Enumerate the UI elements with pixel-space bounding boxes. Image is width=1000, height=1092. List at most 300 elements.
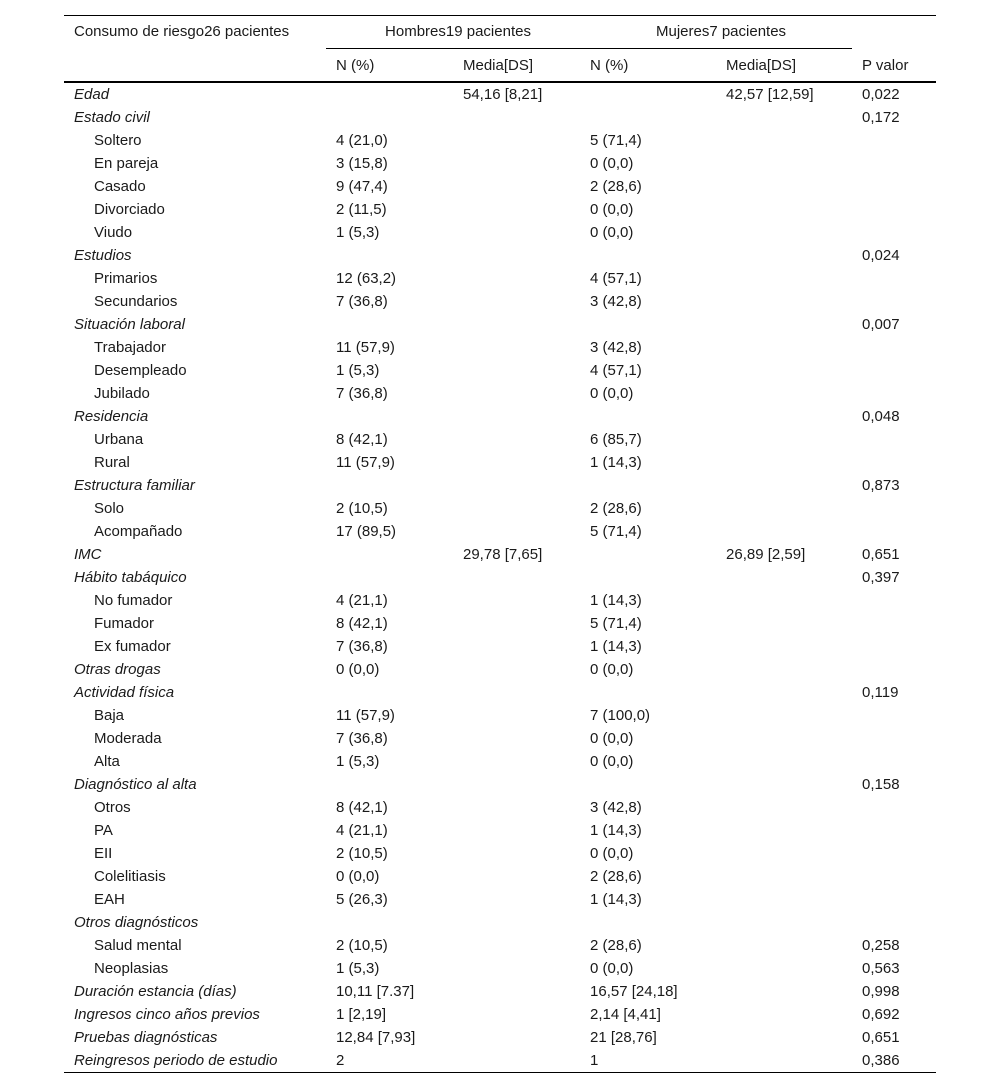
women-mean bbox=[716, 359, 852, 382]
table-row bbox=[64, 152, 936, 175]
men-mean bbox=[453, 198, 580, 221]
p-value: 0,258 bbox=[862, 936, 900, 954]
row-label: Baja bbox=[94, 706, 125, 724]
women-mean bbox=[716, 474, 852, 497]
row-label: No fumador bbox=[94, 591, 173, 609]
women-mean bbox=[716, 865, 852, 888]
p-value: 0,873 bbox=[862, 476, 900, 494]
row-label: Otros bbox=[94, 798, 131, 816]
row-label: Hábito tabáquico bbox=[74, 568, 187, 586]
men-mean bbox=[453, 382, 580, 405]
table-header bbox=[64, 16, 936, 82]
p-value: 0,119 bbox=[862, 683, 899, 701]
row-label: Soltero bbox=[94, 131, 142, 149]
men-mean bbox=[453, 520, 580, 543]
table-row bbox=[64, 1049, 936, 1073]
men-n-pct: 8 (42,1) bbox=[336, 798, 388, 816]
table-row bbox=[64, 750, 936, 773]
men-mean bbox=[453, 221, 580, 244]
men-n-pct: 2 (11,5) bbox=[336, 200, 387, 218]
row-label: Urbana bbox=[94, 430, 144, 448]
table-row bbox=[64, 819, 936, 842]
men-n-pct: 4 (21,0) bbox=[336, 131, 388, 149]
header-empty bbox=[852, 16, 936, 49]
men-mean bbox=[453, 704, 580, 727]
men-n-pct: 2 (10,5) bbox=[336, 936, 388, 954]
men-n-pct: 8 (42,1) bbox=[336, 614, 388, 632]
women-n-pct: 0 (0,0) bbox=[590, 729, 634, 747]
row-label: Residencia bbox=[74, 407, 149, 425]
women-n-pct: 1 (14,3) bbox=[590, 591, 642, 609]
men-n-pct: 2 (10,5) bbox=[336, 499, 388, 517]
men-mean: 29,78 [7,65] bbox=[463, 545, 543, 563]
men-mean bbox=[453, 129, 580, 152]
row-label: Edad bbox=[74, 85, 110, 103]
p-value: 0,172 bbox=[862, 108, 900, 126]
row-label: IMC bbox=[74, 545, 102, 563]
women-mean bbox=[716, 750, 852, 773]
women-mean bbox=[716, 152, 852, 175]
men-mean bbox=[453, 911, 580, 934]
women-mean bbox=[716, 635, 852, 658]
row-label: Estado civil bbox=[74, 108, 150, 126]
table-row bbox=[64, 704, 936, 727]
p-value: 0,651 bbox=[862, 1028, 900, 1046]
women-n-pct: 1 (14,3) bbox=[590, 890, 642, 908]
p-value bbox=[852, 612, 936, 635]
table-row bbox=[64, 290, 936, 313]
p-value bbox=[852, 796, 936, 819]
men-n-pct: 0 (0,0) bbox=[336, 867, 380, 885]
row-label: EII bbox=[94, 844, 113, 862]
p-value bbox=[852, 267, 936, 290]
table-row bbox=[64, 635, 936, 658]
women-mean bbox=[716, 267, 852, 290]
data-table-container bbox=[64, 15, 936, 1073]
men-n-pct: 12 (63,2) bbox=[336, 269, 397, 287]
women-mean bbox=[716, 819, 852, 842]
men-mean bbox=[453, 175, 580, 198]
men-n-pct: 9 (47,4) bbox=[336, 177, 388, 195]
table-row bbox=[64, 82, 936, 106]
men-n-pct: 1 [2,19] bbox=[336, 1005, 387, 1023]
row-label: Actividad física bbox=[74, 683, 175, 701]
row-label: Ex fumador bbox=[94, 637, 171, 655]
women-n-pct bbox=[580, 681, 716, 704]
women-mean bbox=[716, 405, 852, 428]
row-label: Casado bbox=[94, 177, 146, 195]
table-row bbox=[64, 543, 936, 566]
women-n-pct bbox=[580, 106, 716, 129]
table-row bbox=[64, 313, 936, 336]
women-mean bbox=[716, 957, 852, 980]
women-mean bbox=[716, 612, 852, 635]
men-mean bbox=[453, 405, 580, 428]
table-row bbox=[64, 865, 936, 888]
p-value bbox=[852, 497, 936, 520]
table-row bbox=[64, 267, 936, 290]
men-mean bbox=[453, 290, 580, 313]
p-value bbox=[852, 336, 936, 359]
table-row bbox=[64, 934, 936, 957]
table-row bbox=[64, 244, 936, 267]
women-n-pct bbox=[580, 773, 716, 796]
row-label: Desempleado bbox=[94, 361, 187, 379]
men-mean bbox=[453, 750, 580, 773]
row-label: En pareja bbox=[94, 154, 159, 172]
header-n-pct-men: N (%) bbox=[326, 49, 453, 82]
row-label: Neoplasias bbox=[94, 959, 169, 977]
row-label: Otras drogas bbox=[74, 660, 161, 678]
p-value: 0,022 bbox=[862, 85, 900, 103]
header-mean-men: Media[DS] bbox=[453, 49, 580, 82]
table-row bbox=[64, 428, 936, 451]
table-row bbox=[64, 796, 936, 819]
row-label: Jubilado bbox=[94, 384, 150, 402]
women-n-pct: 5 (71,4) bbox=[590, 614, 642, 632]
p-value: 0,397 bbox=[862, 568, 900, 586]
women-n-pct bbox=[580, 543, 716, 566]
header-group-women: Mujeres7 pacientes bbox=[580, 16, 852, 49]
men-mean bbox=[453, 244, 580, 267]
men-n-pct: 4 (21,1) bbox=[336, 821, 388, 839]
men-n-pct bbox=[326, 681, 453, 704]
row-label: Estudios bbox=[74, 246, 132, 264]
women-mean bbox=[716, 681, 852, 704]
table-row bbox=[64, 1026, 936, 1049]
table-row bbox=[64, 198, 936, 221]
p-value bbox=[852, 359, 936, 382]
table-body bbox=[64, 82, 936, 1073]
women-n-pct: 0 (0,0) bbox=[590, 223, 634, 241]
p-value bbox=[852, 658, 936, 681]
men-n-pct: 12,84 [7,93] bbox=[336, 1028, 416, 1046]
men-mean bbox=[453, 428, 580, 451]
p-value: 0,692 bbox=[862, 1005, 900, 1023]
women-mean bbox=[716, 704, 852, 727]
table-row bbox=[64, 842, 936, 865]
men-n-pct: 1 (5,3) bbox=[336, 752, 380, 770]
men-n-pct: 4 (21,1) bbox=[336, 591, 388, 609]
row-label: Divorciado bbox=[94, 200, 165, 218]
men-mean bbox=[453, 842, 580, 865]
women-mean bbox=[716, 175, 852, 198]
men-n-pct bbox=[326, 313, 453, 336]
men-mean bbox=[453, 957, 580, 980]
women-n-pct: 5 (71,4) bbox=[590, 522, 642, 540]
women-n-pct: 1 bbox=[580, 1049, 716, 1073]
men-mean: 54,16 [8,21] bbox=[463, 85, 543, 103]
men-mean bbox=[453, 796, 580, 819]
women-n-pct: 4 (57,1) bbox=[590, 269, 642, 287]
row-label: Solo bbox=[94, 499, 125, 517]
row-label: Pruebas diagnósticas bbox=[74, 1028, 218, 1046]
p-value: 0,007 bbox=[862, 315, 900, 333]
men-mean bbox=[453, 865, 580, 888]
row-label: Alta bbox=[94, 752, 120, 770]
women-n-pct bbox=[580, 405, 716, 428]
p-value bbox=[852, 290, 936, 313]
table-row bbox=[64, 612, 936, 635]
p-value bbox=[852, 704, 936, 727]
women-n-pct bbox=[580, 911, 716, 934]
row-label: Acompañado bbox=[94, 522, 183, 540]
men-mean bbox=[453, 313, 580, 336]
table-row bbox=[64, 382, 936, 405]
women-mean bbox=[716, 911, 852, 934]
men-mean bbox=[453, 1003, 580, 1026]
p-value: 0,048 bbox=[862, 407, 900, 425]
p-value bbox=[852, 819, 936, 842]
women-n-pct: 3 (42,8) bbox=[590, 798, 642, 816]
p-value: 0,024 bbox=[862, 246, 900, 264]
women-mean bbox=[716, 1049, 852, 1073]
row-label: Otros diagnósticos bbox=[74, 913, 199, 931]
men-n-pct: 7 (36,8) bbox=[336, 637, 388, 655]
women-mean bbox=[716, 129, 852, 152]
men-mean bbox=[453, 267, 580, 290]
men-n-pct: 2 bbox=[326, 1049, 453, 1073]
p-value bbox=[852, 382, 936, 405]
women-n-pct: 0 (0,0) bbox=[590, 154, 634, 172]
men-n-pct bbox=[326, 244, 453, 267]
women-n-pct: 1 (14,3) bbox=[590, 453, 642, 471]
men-n-pct: 0 (0,0) bbox=[336, 660, 380, 678]
p-value bbox=[852, 129, 936, 152]
men-n-pct: 11 (57,9) bbox=[336, 338, 395, 356]
p-value bbox=[852, 911, 936, 934]
men-n-pct bbox=[326, 106, 453, 129]
women-mean bbox=[716, 382, 852, 405]
women-n-pct: 0 (0,0) bbox=[590, 844, 634, 862]
men-n-pct: 5 (26,3) bbox=[336, 890, 388, 908]
women-n-pct bbox=[580, 313, 716, 336]
table-row bbox=[64, 911, 936, 934]
women-mean bbox=[716, 566, 852, 589]
table-row bbox=[64, 888, 936, 911]
women-n-pct bbox=[580, 566, 716, 589]
women-mean bbox=[716, 934, 852, 957]
row-label: Salud mental bbox=[94, 936, 182, 954]
header-p-value: P valor bbox=[852, 49, 936, 82]
row-label: Primarios bbox=[94, 269, 158, 287]
row-label: Colelitiasis bbox=[94, 867, 166, 885]
women-n-pct: 1 (14,3) bbox=[590, 821, 642, 839]
women-mean bbox=[716, 796, 852, 819]
women-n-pct bbox=[580, 244, 716, 267]
men-n-pct: 7 (36,8) bbox=[336, 729, 388, 747]
women-mean: 26,89 [2,59] bbox=[726, 545, 806, 563]
p-value bbox=[852, 635, 936, 658]
table-row bbox=[64, 474, 936, 497]
row-label: Secundarios bbox=[94, 292, 178, 310]
row-label: PA bbox=[94, 821, 113, 839]
table-row bbox=[64, 221, 936, 244]
table-row bbox=[64, 175, 936, 198]
men-n-pct bbox=[326, 82, 453, 106]
men-mean bbox=[453, 635, 580, 658]
men-mean bbox=[453, 819, 580, 842]
women-mean bbox=[716, 589, 852, 612]
women-n-pct bbox=[580, 82, 716, 106]
row-label: Ingresos cinco años previos bbox=[74, 1005, 260, 1023]
men-n-pct bbox=[326, 474, 453, 497]
table-row bbox=[64, 773, 936, 796]
table-row bbox=[64, 520, 936, 543]
women-n-pct: 2 (28,6) bbox=[590, 499, 642, 517]
table-row bbox=[64, 336, 936, 359]
women-mean bbox=[716, 497, 852, 520]
women-n-pct: 7 (100,0) bbox=[590, 706, 651, 724]
row-label: Rural bbox=[94, 453, 130, 471]
table-row bbox=[64, 1003, 936, 1026]
women-mean bbox=[716, 658, 852, 681]
table-row bbox=[64, 589, 936, 612]
men-mean bbox=[453, 359, 580, 382]
men-mean bbox=[453, 658, 580, 681]
p-value bbox=[852, 198, 936, 221]
women-n-pct: 2,14 [4,41] bbox=[590, 1005, 661, 1023]
women-mean bbox=[716, 198, 852, 221]
men-mean bbox=[453, 934, 580, 957]
men-mean bbox=[453, 727, 580, 750]
p-value: 0,386 bbox=[852, 1049, 936, 1073]
table-row bbox=[64, 681, 936, 704]
men-mean bbox=[453, 1026, 580, 1049]
women-n-pct: 5 (71,4) bbox=[590, 131, 642, 149]
table-row bbox=[64, 727, 936, 750]
women-mean bbox=[716, 428, 852, 451]
women-n-pct: 6 (85,7) bbox=[590, 430, 642, 448]
women-mean bbox=[716, 888, 852, 911]
p-value bbox=[852, 865, 936, 888]
p-value bbox=[852, 727, 936, 750]
men-mean bbox=[453, 589, 580, 612]
women-mean bbox=[716, 313, 852, 336]
women-mean bbox=[716, 727, 852, 750]
men-n-pct bbox=[326, 405, 453, 428]
women-mean bbox=[716, 842, 852, 865]
header-spacer bbox=[64, 49, 326, 82]
men-n-pct: 8 (42,1) bbox=[336, 430, 388, 448]
women-n-pct: 4 (57,1) bbox=[590, 361, 642, 379]
men-mean bbox=[453, 451, 580, 474]
p-value bbox=[852, 520, 936, 543]
men-n-pct bbox=[326, 773, 453, 796]
table-row bbox=[64, 129, 936, 152]
women-mean bbox=[716, 1026, 852, 1049]
men-n-pct bbox=[326, 543, 453, 566]
p-value bbox=[852, 750, 936, 773]
row-label: Trabajador bbox=[94, 338, 166, 356]
men-n-pct: 7 (36,8) bbox=[336, 384, 388, 402]
p-value bbox=[852, 152, 936, 175]
women-n-pct: 0 (0,0) bbox=[590, 752, 634, 770]
men-n-pct: 1 (5,3) bbox=[336, 361, 380, 379]
men-mean bbox=[453, 106, 580, 129]
data-table bbox=[64, 15, 936, 1073]
p-value bbox=[852, 428, 936, 451]
row-label: Reingresos periodo de estudio bbox=[64, 1049, 326, 1073]
men-mean bbox=[453, 773, 580, 796]
row-label: Situación laboral bbox=[74, 315, 185, 333]
table-row bbox=[64, 405, 936, 428]
men-n-pct: 2 (10,5) bbox=[336, 844, 388, 862]
men-mean bbox=[453, 681, 580, 704]
men-mean bbox=[453, 1049, 580, 1073]
men-n-pct: 1 (5,3) bbox=[336, 959, 380, 977]
table-row bbox=[64, 957, 936, 980]
header-variable: Consumo de riesgo26 pacientes bbox=[64, 16, 326, 49]
women-mean bbox=[716, 451, 852, 474]
men-mean bbox=[453, 980, 580, 1003]
men-n-pct: 11 (57,9) bbox=[336, 453, 395, 471]
women-mean bbox=[716, 773, 852, 796]
table-row bbox=[64, 451, 936, 474]
women-n-pct: 21 [28,76] bbox=[590, 1028, 657, 1046]
row-label: Estructura familiar bbox=[74, 476, 195, 494]
p-value: 0,998 bbox=[862, 982, 900, 1000]
women-n-pct: 2 (28,6) bbox=[590, 177, 642, 195]
women-n-pct: 3 (42,8) bbox=[590, 338, 642, 356]
men-n-pct bbox=[326, 911, 453, 934]
men-n-pct: 11 (57,9) bbox=[336, 706, 395, 724]
p-value bbox=[852, 451, 936, 474]
row-label: EAH bbox=[94, 890, 125, 908]
men-mean bbox=[453, 497, 580, 520]
row-label: Diagnóstico al alta bbox=[74, 775, 197, 793]
women-mean bbox=[716, 1003, 852, 1026]
women-mean: 42,57 [12,59] bbox=[726, 85, 814, 103]
men-n-pct: 17 (89,5) bbox=[336, 522, 397, 540]
women-mean bbox=[716, 221, 852, 244]
men-n-pct: 7 (36,8) bbox=[336, 292, 388, 310]
table-row bbox=[64, 980, 936, 1003]
men-mean bbox=[453, 152, 580, 175]
row-label: Fumador bbox=[94, 614, 155, 632]
women-n-pct: 1 (14,3) bbox=[590, 637, 642, 655]
women-mean bbox=[716, 520, 852, 543]
men-mean bbox=[453, 612, 580, 635]
header-group-men: Hombres19 pacientes bbox=[326, 16, 580, 49]
table-row bbox=[64, 106, 936, 129]
p-value: 0,158 bbox=[862, 775, 900, 793]
women-n-pct bbox=[580, 474, 716, 497]
men-mean bbox=[453, 474, 580, 497]
men-n-pct: 10,11 [7.37] bbox=[336, 982, 415, 1000]
men-mean bbox=[453, 566, 580, 589]
women-mean bbox=[716, 980, 852, 1003]
women-n-pct: 0 (0,0) bbox=[590, 384, 634, 402]
women-n-pct: 0 (0,0) bbox=[590, 959, 634, 977]
p-value: 0,651 bbox=[862, 545, 900, 563]
women-mean bbox=[716, 290, 852, 313]
row-label: Viudo bbox=[94, 223, 133, 241]
women-mean bbox=[716, 336, 852, 359]
women-n-pct: 16,57 [24,18] bbox=[590, 982, 678, 1000]
row-label: Moderada bbox=[94, 729, 162, 747]
women-n-pct: 2 (28,6) bbox=[590, 867, 642, 885]
table-row bbox=[64, 566, 936, 589]
p-value: 0,563 bbox=[862, 959, 900, 977]
table-row bbox=[64, 497, 936, 520]
men-mean bbox=[453, 888, 580, 911]
women-mean bbox=[716, 244, 852, 267]
men-n-pct: 3 (15,8) bbox=[336, 154, 388, 172]
header-mean-women: Media[DS] bbox=[716, 49, 852, 82]
women-n-pct: 2 (28,6) bbox=[590, 936, 642, 954]
p-value bbox=[852, 175, 936, 198]
